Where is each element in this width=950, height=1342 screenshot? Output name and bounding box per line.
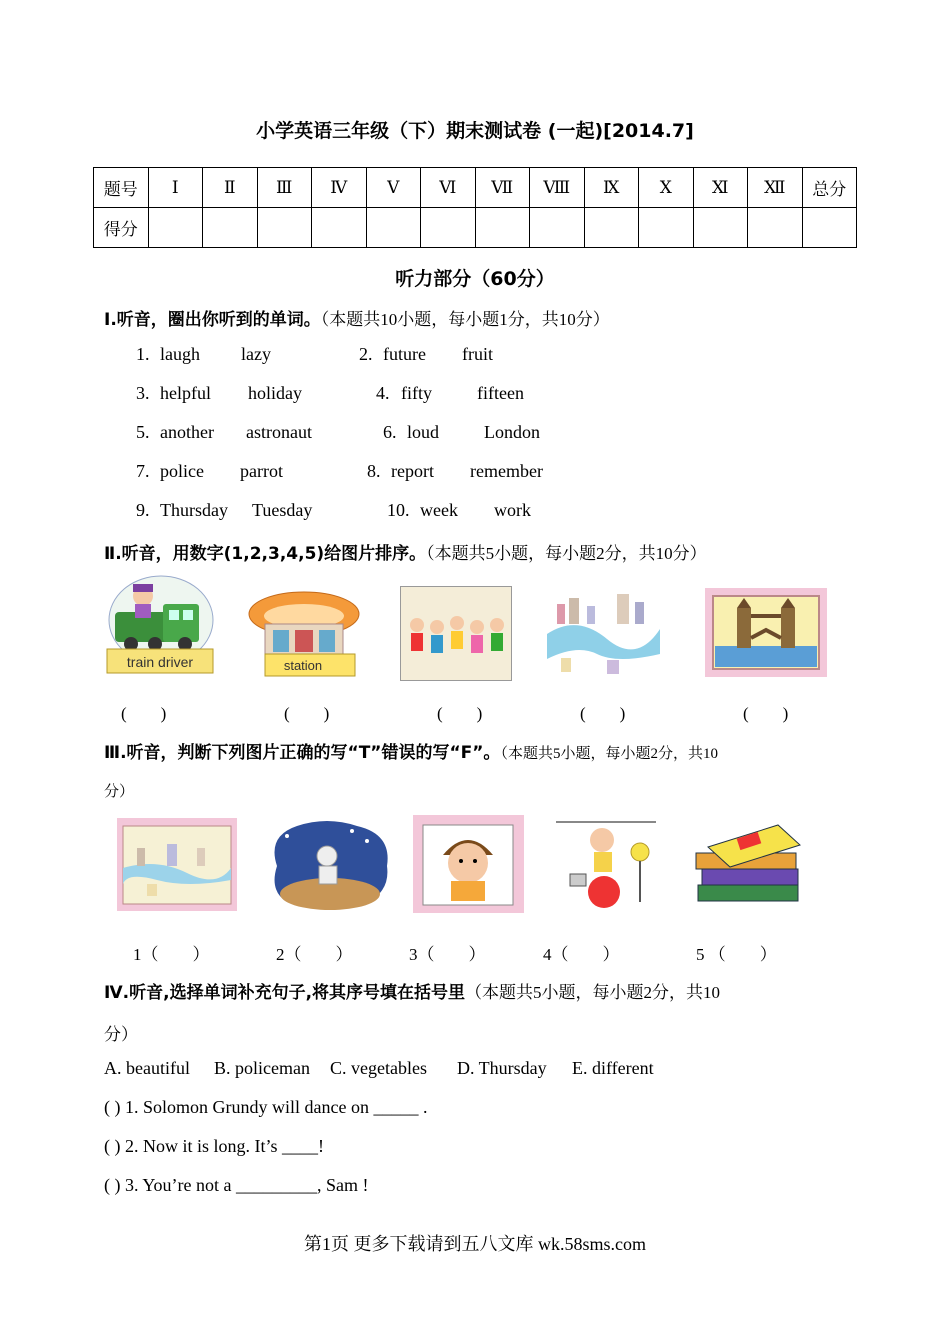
city-map-icon bbox=[547, 584, 660, 679]
score-cell: Ⅱ bbox=[203, 168, 258, 208]
item-number: 7. bbox=[136, 461, 150, 481]
score-blank[interactable] bbox=[312, 208, 367, 248]
score-blank[interactable] bbox=[203, 208, 258, 248]
astronaut-picture bbox=[267, 816, 394, 912]
score-cell: 题号 bbox=[94, 168, 149, 208]
score-cell: Ⅵ bbox=[421, 168, 476, 208]
score-cell: Ⅴ bbox=[366, 168, 421, 208]
astronaut-icon bbox=[267, 816, 394, 912]
section-3-heading bbox=[104, 738, 718, 763]
tf-answer[interactable]: 3（ ） bbox=[409, 945, 486, 964]
section-2-note: （本题共5小题，每小题2分，共10分） bbox=[426, 544, 707, 563]
section-1-note: （本题共10小题，每小题1分，共10分） bbox=[320, 310, 610, 329]
drummer-picture bbox=[552, 812, 659, 914]
drummer-icon bbox=[552, 812, 659, 914]
score-blank[interactable] bbox=[748, 208, 803, 248]
word-option[interactable]: lazy bbox=[241, 344, 271, 364]
word-option[interactable]: police bbox=[160, 461, 204, 481]
word-option[interactable]: week bbox=[420, 500, 458, 520]
score-cell: Ⅻ bbox=[748, 168, 803, 208]
section-3-note: （本题共5小题，每小题2分，共10 bbox=[500, 746, 718, 762]
order-answer[interactable]: ( ) bbox=[284, 704, 330, 723]
word-option[interactable]: fruit bbox=[462, 344, 493, 364]
station-icon bbox=[245, 586, 363, 679]
section-4-note-cont: 分） bbox=[104, 1025, 138, 1044]
section-2-heading bbox=[104, 539, 707, 564]
tf-answer[interactable]: 4（ ） bbox=[543, 945, 620, 964]
fill-sentence[interactable]: ( ) 2. Now it is long. It’s ____! bbox=[104, 1136, 324, 1156]
score-cell: Ⅺ bbox=[693, 168, 748, 208]
score-blank[interactable] bbox=[148, 208, 203, 248]
choice-option: B. policeman bbox=[214, 1058, 310, 1078]
score-blank[interactable] bbox=[802, 208, 857, 248]
station-label: station bbox=[283, 658, 323, 673]
word-option[interactable]: future bbox=[383, 344, 426, 364]
score-blank[interactable] bbox=[257, 208, 312, 248]
score-blank[interactable] bbox=[530, 208, 585, 248]
item-number: 10. bbox=[387, 500, 410, 520]
section-3-title: Ⅲ.听音，判断下列图片正确的写“T”错误的写“F”。 bbox=[104, 743, 501, 763]
word-option[interactable]: laugh bbox=[160, 344, 200, 364]
train-driver-icon bbox=[103, 572, 218, 679]
train-driver-picture bbox=[103, 572, 218, 679]
score-blank[interactable] bbox=[639, 208, 694, 248]
children-picture bbox=[400, 586, 512, 681]
word-option[interactable]: Thursday bbox=[160, 500, 228, 520]
word-option[interactable]: fifty bbox=[401, 383, 432, 403]
page-title: 小学英语三年级（下）期末测试卷 (一起)[2014.7] bbox=[256, 120, 694, 142]
item-number: 1. bbox=[136, 344, 150, 364]
section-2-title: Ⅱ.听音，用数字(1,2,3,4,5)给图片排序。 bbox=[104, 544, 427, 564]
word-option[interactable]: astronaut bbox=[246, 422, 312, 442]
score-table bbox=[93, 167, 857, 248]
city-icon bbox=[117, 818, 237, 911]
order-answer[interactable]: ( ) bbox=[580, 704, 626, 723]
item-number: 8. bbox=[367, 461, 381, 481]
score-cell: Ⅰ bbox=[148, 168, 203, 208]
score-row-label: 得分 bbox=[94, 208, 149, 248]
children-icon bbox=[401, 587, 511, 680]
score-cell: Ⅷ bbox=[530, 168, 585, 208]
tf-answer[interactable]: 5 （ ） bbox=[696, 945, 777, 964]
item-number: 3. bbox=[136, 383, 150, 403]
score-cell: Ⅸ bbox=[584, 168, 639, 208]
page-footer: 第1页 更多下载请到五八文库 wk.58sms.com bbox=[304, 1234, 646, 1254]
section-4-title: Ⅳ.听音,选择单词补充句子,将其序号填在括号里 bbox=[104, 983, 466, 1003]
choice-option: E. different bbox=[572, 1058, 654, 1078]
item-number: 9. bbox=[136, 500, 150, 520]
word-option[interactable]: Tuesday bbox=[252, 500, 313, 520]
section-4-heading bbox=[104, 978, 720, 1003]
word-option[interactable]: loud bbox=[407, 422, 440, 442]
tf-answer[interactable]: 2（ ） bbox=[276, 945, 353, 964]
word-option[interactable]: fifteen bbox=[477, 383, 524, 403]
fill-sentence[interactable]: ( ) 1. Solomon Grundy will dance on _____ . bbox=[104, 1097, 428, 1117]
item-number: 6. bbox=[383, 422, 397, 442]
order-answer[interactable]: ( ) bbox=[437, 704, 483, 723]
word-option[interactable]: holiday bbox=[248, 383, 302, 403]
station-picture bbox=[245, 586, 363, 679]
word-option[interactable]: report bbox=[391, 461, 434, 481]
item-number: 5. bbox=[136, 422, 150, 442]
tower-bridge-picture bbox=[703, 586, 829, 679]
section-1-title: Ⅰ.听音，圈出你听到的单词。 bbox=[104, 310, 321, 330]
books-icon bbox=[688, 815, 813, 913]
order-answer[interactable]: ( ) bbox=[121, 704, 167, 723]
score-cell: Ⅶ bbox=[475, 168, 530, 208]
score-blank[interactable] bbox=[421, 208, 476, 248]
boy-portrait-icon bbox=[413, 815, 524, 913]
word-option[interactable]: another bbox=[160, 422, 214, 442]
tower-bridge-icon bbox=[703, 586, 829, 679]
order-answer[interactable]: ( ) bbox=[743, 704, 789, 723]
score-blank[interactable] bbox=[475, 208, 530, 248]
item-number: 2. bbox=[359, 344, 373, 364]
word-option[interactable]: work bbox=[494, 500, 531, 520]
city-picture bbox=[117, 818, 237, 911]
section-3-note-cont: 分） bbox=[104, 784, 135, 800]
books-picture bbox=[688, 815, 813, 913]
choice-option: A. beautiful bbox=[104, 1058, 190, 1078]
fill-sentence[interactable]: ( ) 3. You’re not a _________, Sam ! bbox=[104, 1175, 369, 1195]
score-table-header-row bbox=[94, 168, 857, 208]
score-cell: Ⅲ bbox=[257, 168, 312, 208]
score-table-score-row bbox=[94, 208, 857, 248]
score-cell: 总分 bbox=[802, 168, 857, 208]
train-driver-label: train driver bbox=[126, 654, 194, 670]
score-cell: Ⅳ bbox=[312, 168, 367, 208]
score-cell: Ⅹ bbox=[639, 168, 694, 208]
tf-answer[interactable]: 1（ ） bbox=[133, 945, 210, 964]
word-option[interactable]: helpful bbox=[160, 383, 211, 403]
section-1-heading bbox=[104, 305, 610, 330]
score-blank[interactable] bbox=[693, 208, 748, 248]
word-option[interactable]: London bbox=[484, 422, 540, 442]
boy-portrait-picture bbox=[413, 815, 524, 913]
choice-option: C. vegetables bbox=[330, 1058, 427, 1078]
word-option[interactable]: parrot bbox=[240, 461, 283, 481]
city-map-picture bbox=[547, 584, 660, 679]
score-blank[interactable] bbox=[366, 208, 421, 248]
score-blank[interactable] bbox=[584, 208, 639, 248]
section-4-note: （本题共5小题，每小题2分，共10 bbox=[465, 983, 721, 1002]
listening-section-title: 听力部分（60分） bbox=[395, 268, 555, 290]
choice-option: D. Thursday bbox=[457, 1058, 547, 1078]
word-option[interactable]: remember bbox=[470, 461, 543, 481]
item-number: 4. bbox=[376, 383, 390, 403]
